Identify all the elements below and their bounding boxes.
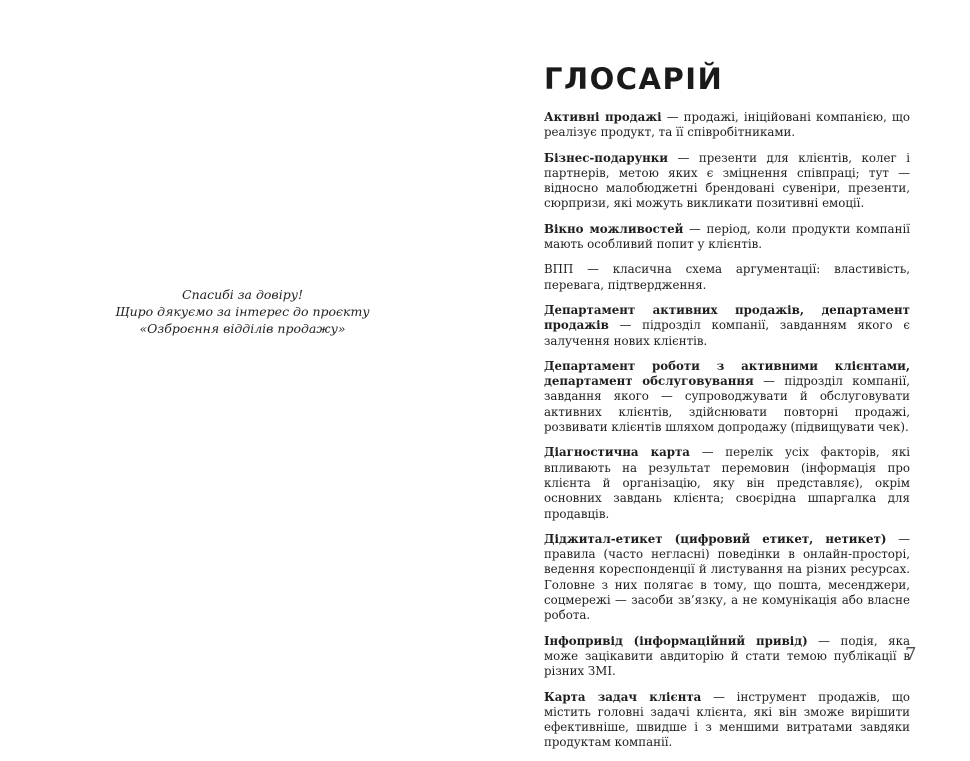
glossary-entry xyxy=(544,359,910,435)
glossary-term: Діагностична карта xyxy=(544,445,690,460)
glossary-definition: — інструмент продажів, що містить головні задачі клієнта, які він зможе вирішити ефективніше, швидше і з меншими витратами завдяки продуктам компанії. xyxy=(544,689,910,750)
glossary-entry xyxy=(544,690,910,751)
glossary-entry xyxy=(544,634,910,680)
glossary-definition: — подія, яка може зацікавити авдиторію й стати темою публікації в різних ЗМІ. xyxy=(544,633,910,679)
glossary-term: Діджитал-етикет (цифровий етикет, нетикет) xyxy=(544,531,887,546)
thanks-line: Спасибі за довіру! xyxy=(182,287,303,302)
glossary-definition: — презенти для клієнтів, колег і партнерів, метою яких є зміцнення співпраці; тут — відносно малобюджетні брендовані сувеніри, презенти, сюрпризи, які можуть викликати позитивні емоції. xyxy=(544,150,910,211)
glossary-term: Вікно можливостей xyxy=(544,221,684,236)
page-title: ГЛОСАРІЙ xyxy=(544,62,724,96)
glossary-definition: — підрозділ компанії, завданням якого є залучення нових клієнтів. xyxy=(544,318,910,348)
glossary-term: Департамент роботи з активними клієнтами, департамент обслуговування xyxy=(544,358,910,389)
glossary-definition: ВПП — класична схема аргументації: властивість, перевага, підтвердження. xyxy=(544,262,910,292)
glossary-definition: — період, коли продукти компанії мають особливий попит у клієнтів. xyxy=(544,221,910,252)
glossary-definition: — продажі, ініційовані компанією, що реалізує продукт, та її співробітниками. xyxy=(544,110,910,140)
thanks-line: Щиро дякуємо за інтерес до проєкту xyxy=(115,304,370,319)
page-number: 7 xyxy=(905,644,917,665)
glossary-entry xyxy=(544,151,910,212)
glossary-entry xyxy=(544,262,910,293)
thanks-line: «Озброєння відділів продажу» xyxy=(139,321,346,336)
glossary-list xyxy=(544,110,910,761)
glossary-entry xyxy=(544,303,910,349)
glossary-entry xyxy=(544,222,910,253)
glossary-term: Карта задач клієнта xyxy=(544,689,702,704)
glossary-entry xyxy=(544,110,910,141)
right-page xyxy=(485,0,970,750)
glossary-definition: — перелік усіх факторів, які впливають на результат перемовин (інформація про клієнта й організацію, яку він представляє), окрім основних завдань клієнта; своєрідна шпаргалка для продавців. xyxy=(544,445,910,521)
thanks-note xyxy=(110,286,375,337)
glossary-entry xyxy=(544,445,910,521)
glossary-definition: — правила (часто негласні) поведінки в онлайн-просторі, ведення кореспонденції й листування на різних ресурсах. Головне з них полягає в тому, що пошта, месенджери, соцмережі — засоби зв’язку, а не комунікація або власне робота. xyxy=(544,531,910,623)
glossary-entry xyxy=(544,532,910,624)
glossary-definition: — підрозділ компанії, завдання якого — супроводжувати й обслуговувати активних клієнтів, здійснювати повторні продажі, розвивати клієнтів шляхом допродажу (підвищувати чек). xyxy=(544,374,910,435)
glossary-term: Активні продажі xyxy=(544,110,662,124)
glossary-term: Бізнес-подарунки xyxy=(544,150,669,165)
glossary-term: Інфопривід (інформаційний привід) xyxy=(544,633,808,648)
glossary-term: Департамент активних продажів, департамент продажів xyxy=(544,302,910,333)
left-page xyxy=(0,0,485,691)
